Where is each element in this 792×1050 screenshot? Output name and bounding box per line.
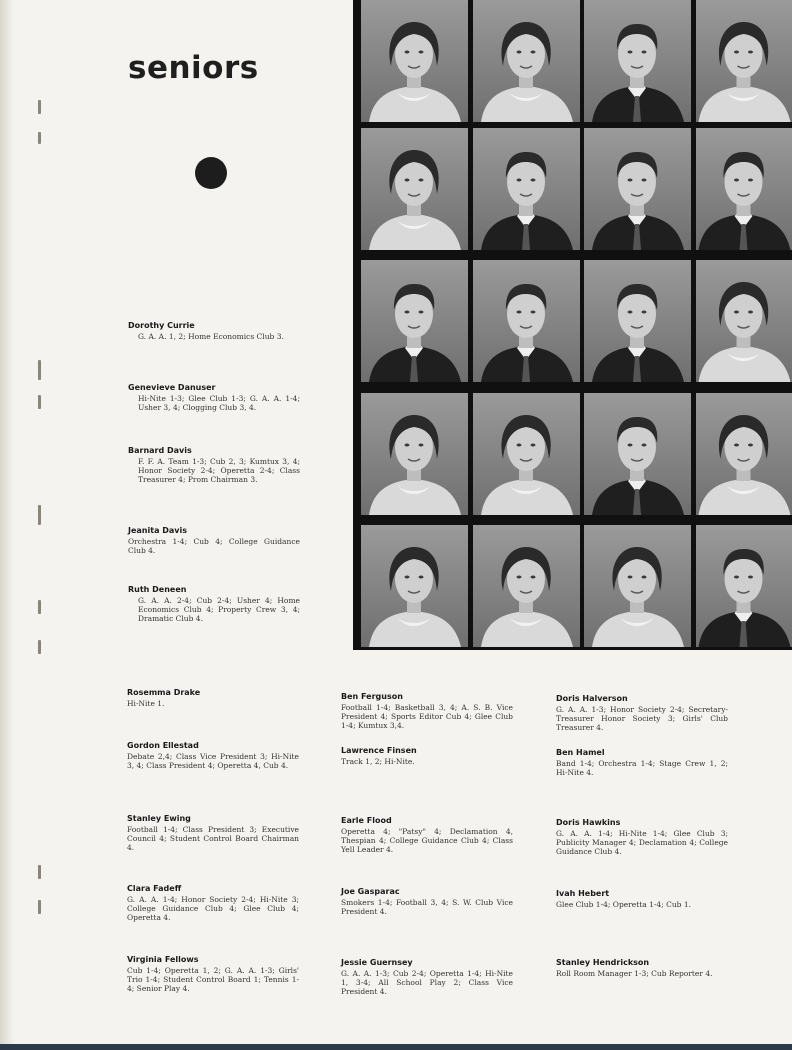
decorative-dot bbox=[195, 157, 227, 189]
binding-stitch bbox=[38, 505, 41, 525]
senior-activities: Operetta 4; "Patsy" 4; Declamation 4, Thespian 4; College Guidance Club 4; Class Yell Leader 4. bbox=[341, 827, 513, 854]
senior-portrait bbox=[361, 0, 468, 122]
senior-name: Jeanita Davis bbox=[128, 526, 188, 535]
senior-entry bbox=[128, 585, 300, 623]
binding-stitch bbox=[38, 900, 41, 914]
senior-activities: Hi-Nite 1-3; Glee Club 1-3; G. A. A. 1-4; Usher 3, 4; Clogging Club 3, 4. bbox=[138, 394, 300, 412]
senior-name: Clara Fadeff bbox=[127, 884, 182, 893]
senior-activities: Football 1-4; Class President 3; Executive Council 4; Student Control Board Chairman 4. bbox=[127, 825, 299, 852]
senior-activities: G. A. A. 1-3; Honor Society 2-4; Secretary-Treasurer Honor Society 3; Girls' Club Treasurer 4. bbox=[556, 705, 728, 732]
senior-portrait bbox=[473, 260, 580, 382]
senior-portrait bbox=[584, 0, 691, 122]
senior-name: Genevieve Danuser bbox=[128, 383, 216, 392]
senior-portrait bbox=[361, 393, 468, 515]
page-bottom-edge bbox=[0, 1044, 792, 1050]
senior-portrait bbox=[584, 260, 691, 382]
senior-portrait bbox=[361, 128, 468, 250]
senior-portrait bbox=[696, 128, 792, 250]
senior-entry bbox=[341, 816, 513, 854]
page-title: seniors bbox=[128, 50, 259, 86]
senior-activities: Smokers 1-4; Football 3, 4; S. W. Club Vice President 4. bbox=[341, 898, 513, 916]
senior-name: Stanley Ewing bbox=[127, 814, 191, 823]
binding-stitch bbox=[38, 100, 41, 114]
senior-name: Doris Hawkins bbox=[556, 818, 621, 827]
senior-entry bbox=[127, 814, 299, 852]
binding-stitch bbox=[38, 865, 41, 879]
senior-activities: F. F. A. Team 1-3; Cub 2, 3; Kumtux 3, 4; Honor Society 2-4; Operetta 2-4; Class Treasurer 4; Prom Chairman 3. bbox=[138, 457, 300, 484]
senior-entry bbox=[127, 955, 299, 993]
senior-portrait bbox=[361, 525, 468, 647]
senior-activities: G. A. A. 1-4; Hi-Nite 1-4; Glee Club 3; Publicity Manager 4; Declamation 4; College Guidance Club 4. bbox=[556, 829, 728, 856]
senior-entry bbox=[128, 446, 300, 484]
senior-entry bbox=[556, 958, 728, 978]
senior-activities: G. A. A. 1-3; Cub 2-4; Operetta 1-4; Hi-Nite 1, 3-4; All School Play 2; Class Vice President 4. bbox=[341, 969, 513, 996]
senior-entry bbox=[128, 383, 300, 412]
binding-stitch bbox=[38, 360, 41, 380]
senior-entry bbox=[127, 884, 299, 922]
binding-edge bbox=[0, 0, 14, 1050]
senior-activities: Cub 1-4; Operetta 1, 2; G. A. A. 1-3; Girls' Trio 1-4; Student Control Board 1; Tennis 1-4; Senior Play 4. bbox=[127, 966, 299, 993]
senior-name: Doris Halverson bbox=[556, 694, 628, 703]
senior-portrait bbox=[584, 525, 691, 647]
senior-name: Jessie Guernsey bbox=[341, 958, 413, 967]
senior-name: Ruth Deneen bbox=[128, 585, 187, 594]
senior-activities: Orchestra 1-4; Cub 4; College Guidance Club 4. bbox=[128, 537, 300, 555]
senior-name: Virginia Fellows bbox=[127, 955, 199, 964]
senior-name: Stanley Hendrickson bbox=[556, 958, 650, 967]
senior-portrait bbox=[361, 260, 468, 382]
senior-activities: G. A. A. 1-4; Honor Society 2-4; Hi-Nite 3; College Guidance Club 4; Glee Club 4; Operetta 4. bbox=[127, 895, 299, 922]
senior-portrait bbox=[696, 393, 792, 515]
senior-entry bbox=[127, 688, 299, 708]
senior-activities: Roll Room Manager 1-3; Cub Reporter 4. bbox=[556, 969, 713, 978]
senior-name: Rosemma Drake bbox=[127, 688, 201, 697]
senior-activities: Debate 2,4; Class Vice President 3; Hi-Nite 3, 4; Class President 4; Operetta 4, Cub 4. bbox=[127, 752, 299, 770]
senior-entry bbox=[556, 748, 728, 777]
binding-stitch bbox=[38, 600, 41, 614]
binding-stitch bbox=[38, 395, 41, 409]
senior-entry bbox=[127, 741, 299, 770]
senior-name: Ben Ferguson bbox=[341, 692, 403, 701]
senior-entry bbox=[128, 321, 300, 341]
binding-stitch bbox=[38, 640, 41, 654]
senior-activities: Hi-Nite 1. bbox=[127, 699, 165, 708]
senior-name: Lawrence Finsen bbox=[341, 746, 417, 755]
senior-entry bbox=[556, 694, 728, 732]
senior-portrait bbox=[696, 0, 792, 122]
senior-portrait bbox=[473, 525, 580, 647]
senior-activities: G. A. A. 2-4; Cub 2-4; Usher 4; Home Economics Club 4; Property Crew 3, 4; Dramatic Club 4. bbox=[138, 596, 300, 623]
senior-name: Ivah Hebert bbox=[556, 889, 610, 898]
senior-name: Dorothy Currie bbox=[128, 321, 195, 330]
senior-activities: Band 1-4; Orchestra 1-4; Stage Crew 1, 2; Hi-Nite 4. bbox=[556, 759, 728, 777]
senior-portrait bbox=[696, 260, 792, 382]
senior-portrait bbox=[473, 128, 580, 250]
senior-portrait bbox=[473, 0, 580, 122]
senior-name: Barnard Davis bbox=[128, 446, 192, 455]
senior-activities: Football 1-4; Basketball 3, 4; A. S. B. Vice President 4; Sports Editor Cub 4; Glee Club 1-4; Kumtux 3,4. bbox=[341, 703, 513, 730]
portrait-grid bbox=[353, 0, 792, 650]
senior-activities: Track 1, 2; Hi-Nite. bbox=[341, 757, 415, 766]
senior-entry bbox=[556, 889, 728, 909]
senior-portrait bbox=[696, 525, 792, 647]
binding-stitch bbox=[38, 132, 41, 144]
senior-entry bbox=[341, 692, 513, 730]
senior-portrait bbox=[473, 393, 580, 515]
senior-name: Ben Hamel bbox=[556, 748, 605, 757]
senior-entry bbox=[341, 746, 513, 766]
senior-entry bbox=[341, 958, 513, 996]
senior-name: Gordon Ellestad bbox=[127, 741, 199, 750]
senior-entry bbox=[128, 526, 300, 555]
senior-portrait bbox=[584, 128, 691, 250]
senior-activities: Glee Club 1-4; Operetta 1-4; Cub 1. bbox=[556, 900, 691, 909]
senior-entry bbox=[556, 818, 728, 856]
senior-entry bbox=[341, 887, 513, 916]
senior-activities: G. A. A. 1, 2; Home Economics Club 3. bbox=[138, 332, 284, 341]
senior-name: Earle Flood bbox=[341, 816, 392, 825]
senior-portrait bbox=[584, 393, 691, 515]
senior-name: Joe Gasparac bbox=[341, 887, 400, 896]
